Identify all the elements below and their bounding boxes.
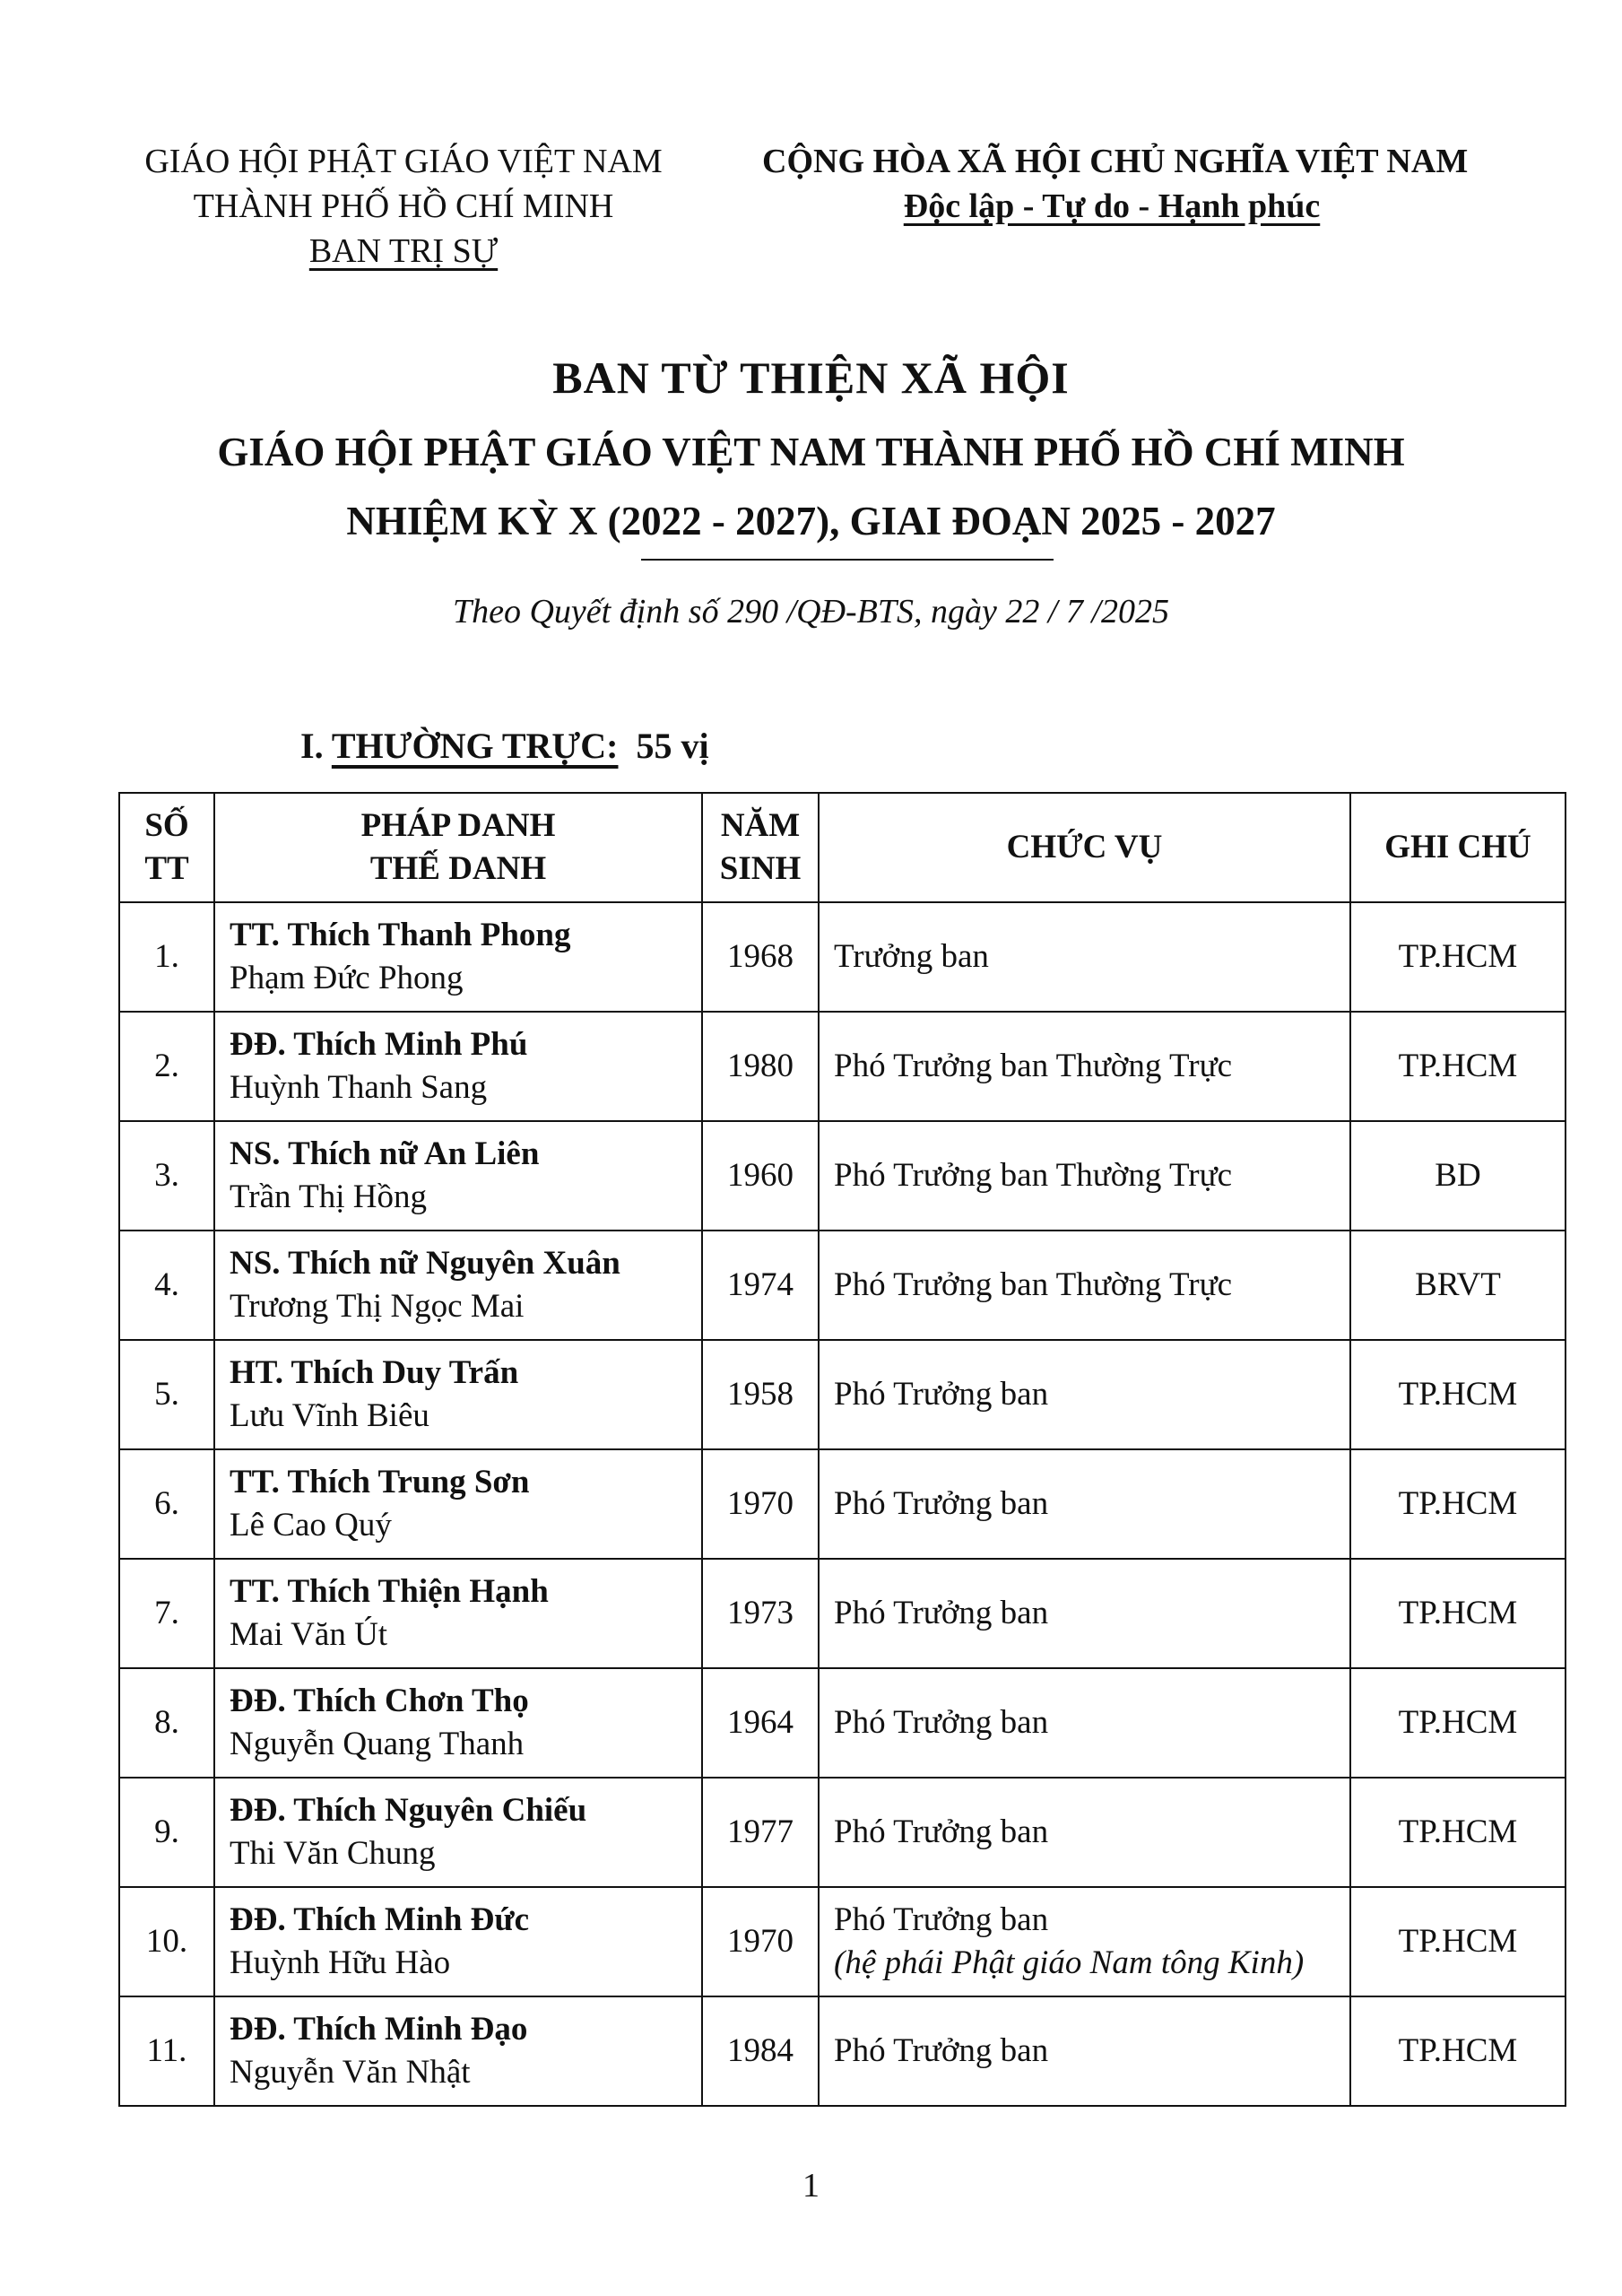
row-name bbox=[214, 1996, 702, 2106]
row-name bbox=[214, 902, 702, 1012]
header-national-line1: CỘNG HÒA XÃ HỘI CHỦ NGHĨA VIỆT NAM bbox=[762, 143, 1469, 180]
dharma-name: HT. Thích Duy Trấn bbox=[230, 1354, 519, 1391]
position-title: Phó Trưởng ban Thường Trực bbox=[834, 1266, 1233, 1303]
dharma-name: TT. Thích Thiện Hạnh bbox=[230, 1573, 549, 1610]
row-number: 3. bbox=[119, 1121, 214, 1231]
table-row bbox=[119, 1778, 1566, 1887]
header-position: CHỨC VỤ bbox=[819, 793, 1350, 902]
section-heading bbox=[300, 725, 709, 767]
position-title: Phó Trưởng ban bbox=[834, 1704, 1049, 1741]
position-title: Phó Trưởng ban bbox=[834, 2032, 1049, 2069]
position-title: Trưởng ban bbox=[834, 938, 989, 975]
title-divider bbox=[641, 559, 1054, 561]
row-number: 8. bbox=[119, 1668, 214, 1778]
row-number: 1. bbox=[119, 902, 214, 1012]
row-number: 9. bbox=[119, 1778, 214, 1887]
row-position bbox=[819, 1887, 1350, 1996]
header-org-line3: BAN TRỊ SỰ bbox=[308, 232, 499, 270]
row-position bbox=[819, 1340, 1350, 1449]
row-position bbox=[819, 1121, 1350, 1231]
row-position bbox=[819, 1996, 1350, 2106]
row-note: TP.HCM bbox=[1350, 1668, 1566, 1778]
table-row bbox=[119, 1012, 1566, 1121]
section-count: 55 vị bbox=[636, 726, 709, 766]
position-title: Phó Trưởng ban Thường Trực bbox=[834, 1048, 1233, 1084]
lay-name: Lê Cao Quý bbox=[230, 1507, 392, 1544]
row-name bbox=[214, 1559, 702, 1668]
header-org-line3-wrap bbox=[117, 229, 690, 274]
member-table bbox=[118, 792, 1566, 2107]
row-name bbox=[214, 1231, 702, 1340]
title-line2: GIÁO HỘI PHẬT GIÁO VIỆT NAM THÀNH PHỐ HỒ CHÍ MINH bbox=[217, 430, 1405, 474]
position-title: Phó Trưởng ban bbox=[834, 1376, 1049, 1413]
header-national-line2-wrap bbox=[762, 184, 1462, 229]
birth-year: 1974 bbox=[702, 1231, 819, 1340]
table-row bbox=[119, 1887, 1566, 1996]
row-position bbox=[819, 1012, 1350, 1121]
row-name bbox=[214, 1668, 702, 1778]
header-org-line1: GIÁO HỘI PHẬT GIÁO VIỆT NAM bbox=[144, 143, 663, 180]
row-name bbox=[214, 1778, 702, 1887]
lay-name: Trương Thị Ngọc Mai bbox=[230, 1288, 525, 1325]
row-note: TP.HCM bbox=[1350, 1996, 1566, 2106]
header-organization bbox=[117, 139, 690, 274]
section-title: THƯỜNG TRỰC: bbox=[331, 726, 619, 766]
header-name-line2: THẾ DANH bbox=[369, 850, 547, 887]
row-note: TP.HCM bbox=[1350, 902, 1566, 1012]
lay-name: Trần Thị Hồng bbox=[230, 1178, 427, 1215]
dharma-name: TT. Thích Trung Sơn bbox=[230, 1464, 530, 1500]
lay-name: Thi Văn Chung bbox=[230, 1835, 436, 1872]
row-position bbox=[819, 1668, 1350, 1778]
header-number bbox=[119, 793, 214, 902]
row-position bbox=[819, 1778, 1350, 1887]
table-row bbox=[119, 1559, 1566, 1668]
position-title: Phó Trưởng ban bbox=[834, 1901, 1049, 1938]
position-title: Phó Trưởng ban Thường Trực bbox=[834, 1157, 1233, 1194]
header-year-line2: SINH bbox=[719, 850, 802, 887]
table-body bbox=[119, 902, 1566, 2106]
row-number: 7. bbox=[119, 1559, 214, 1668]
lay-name: Phạm Đức Phong bbox=[230, 960, 464, 996]
table-row bbox=[119, 1668, 1566, 1778]
dharma-name: ĐĐ. Thích Chơn Thọ bbox=[230, 1683, 529, 1719]
row-name bbox=[214, 1340, 702, 1449]
lay-name: Mai Văn Út bbox=[230, 1616, 388, 1653]
table-row bbox=[119, 1996, 1566, 2106]
row-number: 2. bbox=[119, 1012, 214, 1121]
lay-name: Huỳnh Hữu Hào bbox=[230, 1944, 451, 1981]
table-row bbox=[119, 1340, 1566, 1449]
lay-name: Huỳnh Thanh Sang bbox=[230, 1069, 488, 1106]
dharma-name: NS. Thích nữ An Liên bbox=[230, 1135, 540, 1172]
dharma-name: ĐĐ. Thích Nguyên Chiếu bbox=[230, 1792, 587, 1829]
row-number: 6. bbox=[119, 1449, 214, 1559]
birth-year: 1970 bbox=[702, 1449, 819, 1559]
lay-name: Nguyễn Quang Thanh bbox=[230, 1726, 525, 1762]
lay-name: Nguyễn Văn Nhật bbox=[230, 2054, 471, 2091]
header-note: GHI CHÚ bbox=[1350, 793, 1566, 902]
row-note: TP.HCM bbox=[1350, 1449, 1566, 1559]
table-header-row bbox=[119, 793, 1566, 902]
birth-year: 1970 bbox=[702, 1887, 819, 1996]
row-note: TP.HCM bbox=[1350, 1340, 1566, 1449]
birth-year: 1964 bbox=[702, 1668, 819, 1778]
row-note: BD bbox=[1350, 1121, 1566, 1231]
dharma-name: ĐĐ. Thích Minh Đức bbox=[230, 1901, 530, 1938]
row-note: TP.HCM bbox=[1350, 1887, 1566, 1996]
header-motto: Độc lập - Tự do - Hạnh phúc bbox=[903, 187, 1321, 225]
birth-year: 1973 bbox=[702, 1559, 819, 1668]
header-org-line2: THÀNH PHỐ HỒ CHÍ MINH bbox=[193, 187, 614, 225]
row-position bbox=[819, 1559, 1350, 1668]
row-position bbox=[819, 1231, 1350, 1340]
position-title: Phó Trưởng ban bbox=[834, 1595, 1049, 1631]
row-name bbox=[214, 1012, 702, 1121]
table-row bbox=[119, 1231, 1566, 1340]
dharma-name: TT. Thích Thanh Phong bbox=[230, 917, 571, 953]
birth-year: 1980 bbox=[702, 1012, 819, 1121]
header-national bbox=[762, 139, 1469, 229]
header-number-line1: SỐ bbox=[144, 807, 189, 844]
row-note: TP.HCM bbox=[1350, 1778, 1566, 1887]
decision-reference: Theo Quyết định số 290 /QĐ-BTS, ngày 22 / 7 /2025 bbox=[452, 593, 1169, 631]
position-title: Phó Trưởng ban bbox=[834, 1813, 1049, 1850]
birth-year: 1958 bbox=[702, 1340, 819, 1449]
row-note: TP.HCM bbox=[1350, 1012, 1566, 1121]
table-row bbox=[119, 1121, 1566, 1231]
row-name bbox=[214, 1887, 702, 1996]
row-name bbox=[214, 1449, 702, 1559]
header-name bbox=[214, 793, 702, 902]
header-birth-year bbox=[702, 793, 819, 902]
title-line3: NHIỆM KỲ X (2022 - 2027), GIAI ĐOẠN 2025 - 2027 bbox=[346, 499, 1276, 544]
row-note: TP.HCM bbox=[1350, 1559, 1566, 1668]
table-row bbox=[119, 1449, 1566, 1559]
section-prefix: I. bbox=[300, 726, 332, 766]
birth-year: 1984 bbox=[702, 1996, 819, 2106]
dharma-name: ĐĐ. Thích Minh Phú bbox=[230, 1026, 528, 1063]
table-row bbox=[119, 902, 1566, 1012]
birth-year: 1968 bbox=[702, 902, 819, 1012]
row-position bbox=[819, 902, 1350, 1012]
row-number: 5. bbox=[119, 1340, 214, 1449]
page-number: 1 bbox=[802, 2167, 820, 2205]
title-line1: BAN TỪ THIỆN XÃ HỘI bbox=[552, 352, 1070, 403]
birth-year: 1977 bbox=[702, 1778, 819, 1887]
row-number: 11. bbox=[119, 1996, 214, 2106]
position-title: Phó Trưởng ban bbox=[834, 1485, 1049, 1522]
birth-year: 1960 bbox=[702, 1121, 819, 1231]
row-note: BRVT bbox=[1350, 1231, 1566, 1340]
header-name-line1: PHÁP DANH bbox=[360, 807, 556, 844]
dharma-name: NS. Thích nữ Nguyên Xuân bbox=[230, 1245, 620, 1282]
row-name bbox=[214, 1121, 702, 1231]
header-year-line1: NĂM bbox=[720, 807, 801, 844]
position-note: (hệ phái Phật giáo Nam tông Kinh) bbox=[834, 1944, 1305, 1981]
header-number-line2: TT bbox=[144, 850, 189, 887]
dharma-name: ĐĐ. Thích Minh Đạo bbox=[230, 2011, 528, 2048]
row-number: 10. bbox=[119, 1887, 214, 1996]
row-position bbox=[819, 1449, 1350, 1559]
lay-name: Lưu Vĩnh Biêu bbox=[230, 1397, 429, 1434]
row-number: 4. bbox=[119, 1231, 214, 1340]
